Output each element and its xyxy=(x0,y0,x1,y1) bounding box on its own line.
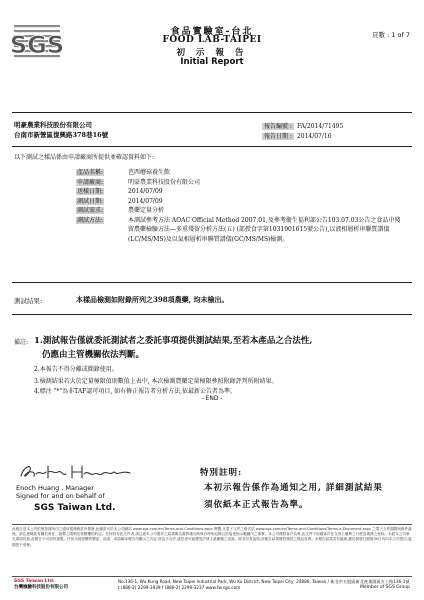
sample-label: 送樣日期: xyxy=(77,188,104,195)
sample-row xyxy=(76,178,402,188)
sample-row xyxy=(76,206,402,216)
report-type-cn: 初 示 報 告 xyxy=(176,48,248,58)
signed-for-text: Signed for and on behalf of xyxy=(16,492,105,500)
disclaimer-divider xyxy=(12,524,412,525)
remarks-divider xyxy=(12,314,412,315)
end-marker: - END - xyxy=(201,395,223,402)
footer-address: No.136-1, Wu Kung Road, New Taipei Industrial Park, Wu Ku District, New Taipei City, 24886, Taiwan / 新北市五股區新北產業園區五工路136-1號 xyxy=(118,579,410,584)
sample-value: 農藥定量分析 xyxy=(128,207,165,214)
client-divider xyxy=(12,146,412,147)
footer-company-cn: 台灣檢驗科技股份有限公司 xyxy=(14,585,68,590)
report-date-value: 2014/07/16 xyxy=(296,133,332,140)
remark-3: 3.檢測結果若大於定量極限值則數值上表中, 本次檢測農藥定量極限參照附錄評判所附結果。 xyxy=(34,378,278,385)
sample-row xyxy=(76,197,402,207)
signature-company: SGS Taiwan Ltd. xyxy=(34,503,116,513)
sample-row xyxy=(76,187,402,197)
svg-text:SGS: SGS xyxy=(9,31,65,59)
report-number-value: FA/2014/71495 xyxy=(296,123,344,130)
sample-value: 2014/07/09 xyxy=(128,197,163,205)
lab-name-en: FOOD LAB-TAIPEI xyxy=(162,35,262,45)
notice-title: 特別註明: xyxy=(200,468,243,478)
sample-label: 測試日期: xyxy=(77,197,104,205)
header-divider xyxy=(12,112,412,113)
disclaimer-text: 此報告是本公司依照背面所印之通用服務條款所簽發,此條款可於本公司網站 www.sgs.com/en/Terms-and-Conditions.aspx 閱覽,凡電子文件之格式依 www.sgs.com/en/Terms-and-Conditions/Terms-e-Document.aspx 之電子文件期限與條件處理。請注意條款有關於責任、賠償之限制及管轄權的約定。任何持有此文件者,請注意本公司製作之結果報告書將僅反映執行時所紀錄且於接受指示範圍內之事實。本公司僅對客戶負責,此文件不妨礙客戶在交易上權利之行使及義務之免除。未經本公司事先書面同意,此報告不可部份複製。任何未經授權的變更、偽造、或曲解本報告所顯示之內容,皆為不合法,違犯者可能遭受法律上最嚴厲之追訴。除非另有說明,此報告結果僅對測試之樣品負責。本報告結果若有疑義,應於發證日期後30日內向本公司提出,逾期恕不受理。 xyxy=(12,527,412,547)
client-address: 台南市新營區復興路378巷16號 xyxy=(14,131,109,139)
notice-line-1: 本初示報告係作為通知之用, 詳細測試結果 xyxy=(204,483,383,493)
report-date xyxy=(262,131,332,140)
remark-1-line-2: 仍應由主管機關依法判斷。 xyxy=(42,350,145,360)
sample-info xyxy=(76,168,402,244)
sample-row xyxy=(76,168,402,178)
result-divider xyxy=(12,282,412,283)
report-number xyxy=(262,121,343,130)
result-label: 測試結果: xyxy=(14,297,43,305)
page-number: 頁數 : 1 of 7 xyxy=(372,31,410,39)
report-type-en: Initial Report xyxy=(180,57,244,67)
sample-value: 明豪農業科技股份有限公司 xyxy=(128,178,201,186)
remark-1 xyxy=(34,334,404,362)
report-date-label: 報告日期 : xyxy=(264,133,292,140)
footer-phone: t (886-2) 2299-3939 f (886-2) 2299-3237 www.tw.sgs.com xyxy=(118,585,241,590)
lab-name-cn: 食品實驗室-台北 xyxy=(170,27,254,37)
notice-line-2: 須依紙本正式報告為準。 xyxy=(204,500,309,510)
sample-row xyxy=(76,216,402,245)
footer-company-en: SGS Taiwan Ltd. xyxy=(14,579,55,584)
remark-1-line-1: 1.測試報告僅就委託測試者之委託事項提供測試結果,至若本產品之合法性, xyxy=(34,336,313,346)
sample-label: 申請廠商: xyxy=(77,178,104,186)
client-name: 明豪農業科技股份有限公司 xyxy=(14,121,92,129)
footer-member: Member of SGS Group xyxy=(359,585,410,590)
footer-divider xyxy=(12,576,412,577)
sgs-logo xyxy=(9,22,65,62)
remarks-label: 備註: xyxy=(14,339,29,346)
signer-name: Enoch Huang , Manager xyxy=(16,484,94,492)
sample-label: 測試需求: xyxy=(77,207,104,214)
footer-company xyxy=(14,579,68,591)
sample-label: 產品名稱: xyxy=(77,169,104,176)
sample-value: 芭西蘑菇養生飲 xyxy=(128,169,171,176)
sample-value: 2014/07/09 xyxy=(128,188,163,195)
sample-label: 測試方法: xyxy=(77,216,104,224)
intro-text: 以下測試之樣品係由申請廠商所提供並確認資料如下: xyxy=(14,154,155,161)
result-text: 本樣品檢測如附錄所列之398項農藥, 均未檢出。 xyxy=(76,295,229,304)
remark-4: 4.標注 "*"為非TAF認可項目, 如有修正報告者分析方法,依最新公告者為準。 xyxy=(34,388,237,395)
signature-image xyxy=(18,462,138,482)
sample-value: 本測試參考方法 AOAC Official Method 2007.01,及參考衛生福利部公告103.07.03公告之食品中殘留農藥檢驗方法—多重殘留分析方法(五) (部授食字第1031901615號公告),以液相層析串聯質譜儀(LC/MS/MS)及以氣相層析串聯質譜儀(GC/MS/MS)檢測。 xyxy=(128,216,401,243)
report-number-label: 報告編號 : xyxy=(264,123,292,130)
remark-2: 2.本報告不得分離或擷錄使用。 xyxy=(34,366,118,373)
